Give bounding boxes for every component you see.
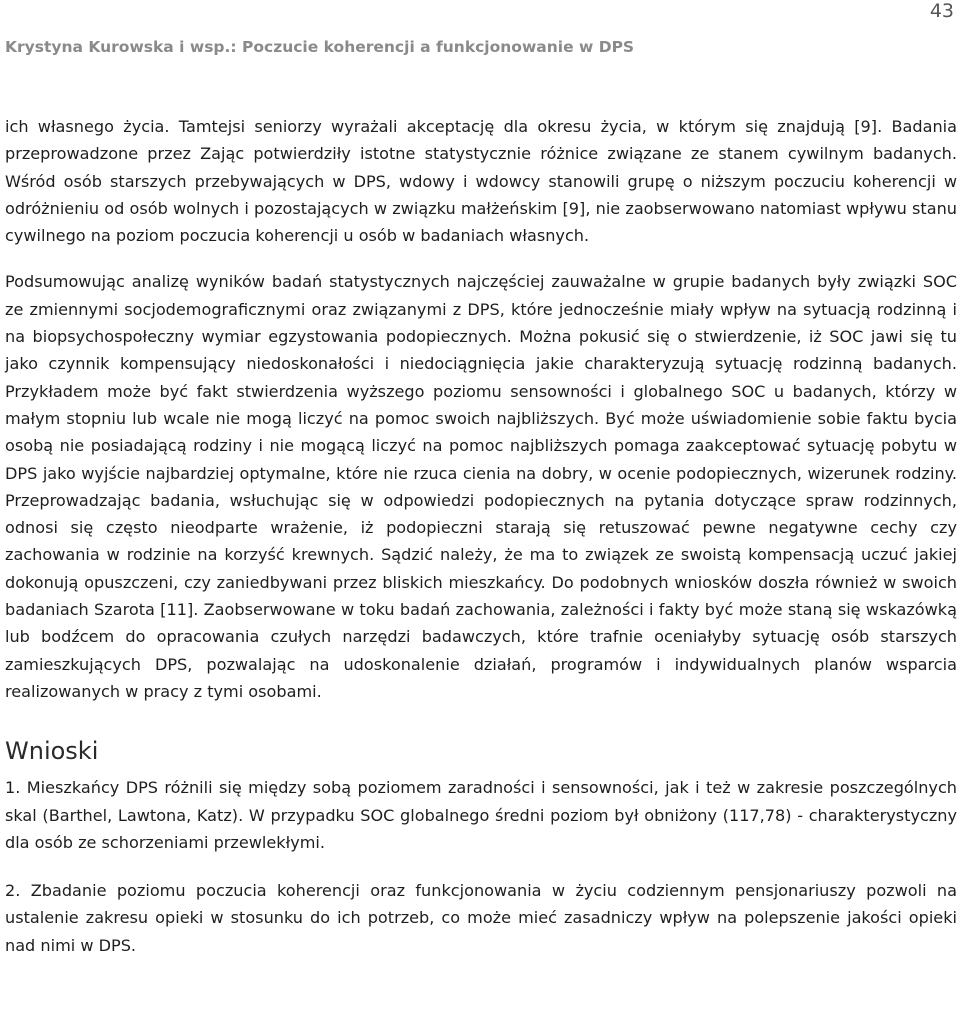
paragraph-summary: Podsumowując analizę wyników badań statystycznych najczęściej zauważalne w grupie badanych były związki SOC ze zmiennymi socjodemograficznymi oraz związanymi z DPS, które jednocześnie miały wpływ na sytuacją rodzinną i na biopsychospołeczny wymiar egzystowania podopiecznych. Można pokusić się o stwierdzenie, iż SOC jawi się tu jako czynnik kompensujący niedoskonałości i niedociągnięcia jakie charakteryzują sytuację rodzinną badanych. Przykładem może być fakt stwierdzenia wyższego poziomu sensowności i globalnego SOC u badanych, którzy w małym stopniu lub wcale nie mogą liczyć na pomoc swoich najbliższych. Być może uświadomienie sobie faktu bycia osobą nie posiadającą rodziny i nie mogącą liczyć na pomoc najbliższych pomaga zaakceptować sytuację pobytu w DPS jako wyjście najbardziej optymalne, które nie rzuca cienia na dobry, w ocenie podopiecznych, wizerunek rodziny. Przeprowadzając badania, wsłuchując się w odpowiedzi podopiecznych na pytania dotyczące spraw rodzinnych, odnosi się często nieodparte wrażenie, iż podopieczni starają się retuszować pewne negatywne cechy czy zachowania w rodzinie na korzyść krewnych. Sądzić należy, że ma to związek ze swoistą kompensacją uczuć jakiej dokonują opuszczeni, czy zaniedbywani przez bliskich mieszkańcy. Do podobnych wniosków doszła również w swoich badaniach Szarota [11]. Zaobserwowane w toku badań zachowania, zależności i fakty być może staną się wskazówką lub bodźcem do opracowania czułych narzędzi badawczych, które trafnie oceniałyby sytuację osób starszych zamieszkujących DPS, pozwalając na udoskonalenie działań, programów i indywidualnych planów wsparcia realizowanych w pracy z tymi osobami. bbox=[5, 272, 957, 701]
conclusion-item-1: 1. Mieszkańcy DPS różnili się między sobą poziomem zaradności i sensowności, jak i też w zakresie poszczególnych skal (Barthel, Lawtona, Katz). W przypadku SOC globalnego średni poziom był obniżony (117,78) - charakterystyczny dla osób ze schorzeniami przewlekłymi. bbox=[5, 778, 957, 852]
paragraph-continued: ich własnego życia. Tamtejsi seniorzy wyrażali akceptację dla okresu życia, w którym się znajdują [9]. Badania przeprowadzone przez Zając potwierdziły istotne statystycznie różnice związane ze stanem cywilnym badanych. Wśród osób starszych przebywających w DPS, wdowy i wdowcy stanowili grupę o niższym poczuciu koherencji w odróżnieniu od osób wolnych i pozostających w związku małżeńskim [9], nie zaobserwowano natomiast wpływu stanu cywilnego na poziom poczucia koherencji u osób w badaniach własnych. bbox=[5, 117, 957, 246]
article-body bbox=[5, 113, 957, 959]
conclusion-item-2: 2. Zbadanie poziomu poczucia koherencji oraz funkcjonowania w życiu codziennym pensjonariuszy pozwoli na ustalenie zakresu opieki w stosunku do ich potrzeb, co może mieć zasadniczy wpływ na polepszenie jakości opieki nad nimi w DPS. bbox=[5, 881, 957, 955]
running-header: Krystyna Kurowska i wsp.: Poczucie koherencji a funkcjonowanie w DPS bbox=[5, 38, 635, 56]
page-number: 43 bbox=[929, 0, 954, 22]
section-heading-conclusions: Wnioski bbox=[5, 737, 99, 766]
